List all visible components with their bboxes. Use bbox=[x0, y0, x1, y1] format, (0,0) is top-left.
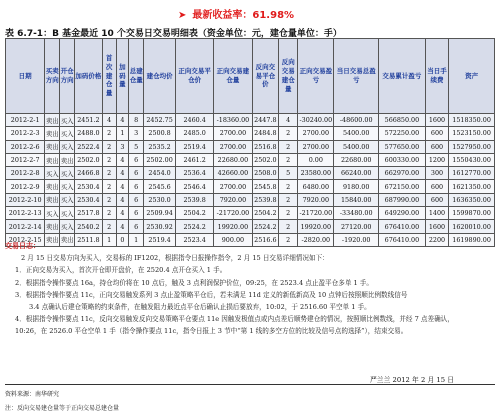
table-cell: 66240.00 bbox=[334, 167, 379, 180]
table-cell: 2 bbox=[102, 167, 116, 180]
table-cell: 300 bbox=[425, 167, 448, 180]
table-cell: 1518350.00 bbox=[449, 114, 495, 127]
table-cell: 600 bbox=[425, 127, 448, 140]
table-cell: 2509.94 bbox=[144, 207, 176, 220]
table-cell: 2530.0 bbox=[144, 193, 176, 206]
table-cell: -21720.00 bbox=[214, 207, 252, 220]
table-cell: 2 bbox=[102, 153, 116, 166]
table-cell: 2012-2-9 bbox=[6, 180, 45, 193]
table-cell: 1612770.00 bbox=[449, 167, 495, 180]
trade-detail-table bbox=[5, 38, 495, 247]
source-note: 资料来源：南华研究 bbox=[5, 391, 60, 398]
table-cell: 2700.00 bbox=[298, 140, 334, 153]
table-cell: 6480.00 bbox=[298, 180, 334, 193]
table-cell: 5 bbox=[279, 167, 298, 180]
table-cell: 649290.00 bbox=[379, 207, 426, 220]
table-cell: 2516.8 bbox=[252, 140, 279, 153]
table-cell: 4 bbox=[102, 114, 116, 127]
table-row bbox=[6, 167, 495, 180]
table-cell: 2522.4 bbox=[75, 140, 103, 153]
table-cell: 676410.00 bbox=[379, 233, 426, 246]
table-cell: 676410.00 bbox=[379, 220, 426, 233]
table-cell: 4 bbox=[116, 207, 129, 220]
table-cell: 3 bbox=[129, 127, 144, 140]
table-cell: 卖出 bbox=[45, 220, 60, 233]
table-cell: 0.00 bbox=[298, 153, 334, 166]
table-cell: 买入 bbox=[60, 114, 75, 127]
table-cell: 2536.4 bbox=[176, 167, 214, 180]
table-cell: 2524.2 bbox=[176, 220, 214, 233]
table-cell: 2700.00 bbox=[214, 140, 252, 153]
log-item: 3.4 点确认后建仓策略的约束条件，在触发阻力最近点平仓后确认止损后要放弃，10:02，于 2516.60 平空单 1 手。 bbox=[29, 303, 371, 312]
table-cell: 1 bbox=[102, 233, 116, 246]
table-cell: 600330.00 bbox=[379, 153, 426, 166]
table-cell: 1619890.00 bbox=[449, 233, 495, 246]
table-cell: 577650.00 bbox=[379, 140, 426, 153]
table-cell: 3 bbox=[116, 140, 129, 153]
table-cell: 买入 bbox=[60, 180, 75, 193]
arrow-icon: ➤ bbox=[178, 10, 187, 21]
table-cell: 2012-2-10 bbox=[6, 193, 45, 206]
table-cell: 2012-2-13 bbox=[6, 207, 45, 220]
table-cell: 1600 bbox=[425, 114, 448, 127]
column-header: 资产 bbox=[449, 39, 495, 114]
table-cell: 0 bbox=[116, 233, 129, 246]
log-item: 1．正向交易为买入，首次开仓即开盘价，在 2520.4 点开仓买入 1 手。 bbox=[15, 266, 227, 275]
table-cell: 2523.4 bbox=[176, 233, 214, 246]
table-row bbox=[6, 127, 495, 140]
table-cell: 7920.00 bbox=[298, 193, 334, 206]
table-cell: 1550430.00 bbox=[449, 153, 495, 166]
table-cell: 4 bbox=[116, 220, 129, 233]
table-cell: 2461.2 bbox=[176, 153, 214, 166]
table-cell: 672150.00 bbox=[379, 180, 426, 193]
table-cell: 2530.92 bbox=[144, 220, 176, 233]
table-title: 表 6.7-1：B 基金最近 10 个交易日交易明细表（资金单位：元，建仓量单位：手） bbox=[5, 29, 342, 39]
signature: 严兰兰 2012 年 2 月 15 日 bbox=[370, 376, 455, 384]
table-cell: 27120.00 bbox=[334, 220, 379, 233]
table-cell: 2012-2-8 bbox=[6, 167, 45, 180]
table-cell: 2516.6 bbox=[252, 233, 279, 246]
column-header: 加码量 bbox=[116, 39, 129, 114]
table-cell: -48600.00 bbox=[334, 114, 379, 127]
table-cell: 卖出 bbox=[45, 127, 60, 140]
table-cell: 2200 bbox=[425, 233, 448, 246]
table-cell: 买入 bbox=[45, 167, 60, 180]
table-cell: 4 bbox=[116, 153, 129, 166]
table-cell: 2545.6 bbox=[144, 180, 176, 193]
table-cell: 2488.0 bbox=[75, 127, 103, 140]
table-cell: 2 bbox=[279, 153, 298, 166]
table-cell: -18360.00 bbox=[214, 114, 252, 127]
table-cell: 687990.00 bbox=[379, 193, 426, 206]
table-cell: 5400.00 bbox=[334, 127, 379, 140]
column-header: 反向交易平仓价 bbox=[252, 39, 279, 114]
table-row bbox=[6, 114, 495, 127]
table-cell: 2452.75 bbox=[144, 114, 176, 127]
table-cell: 卖出 bbox=[60, 233, 75, 246]
table-cell: 卖出 bbox=[45, 233, 60, 246]
column-header: 正向交易平仓价 bbox=[176, 39, 214, 114]
table-cell: 2 bbox=[102, 207, 116, 220]
column-header: 正向交易建仓量 bbox=[214, 39, 252, 114]
table-cell: 22680.00 bbox=[214, 153, 252, 166]
table-cell: 600 bbox=[425, 180, 448, 193]
table-cell: 566850.00 bbox=[379, 114, 426, 127]
table-cell: 2504.2 bbox=[176, 207, 214, 220]
table-cell: 买入 bbox=[60, 140, 75, 153]
log-item: 10:26，在 2526.0 平仓空单 1 手（指令操作要点 11c，指令日报上 3 节中“第 1 线的多空方位的比较及信号点的选择”），结束交易。 bbox=[15, 327, 408, 336]
table-cell: 买入 bbox=[60, 193, 75, 206]
table-cell: 2012-2-7 bbox=[6, 153, 45, 166]
table-cell: 2 bbox=[102, 220, 116, 233]
column-header: 反向交易建仓量 bbox=[279, 39, 298, 114]
table-cell: 2012-2-14 bbox=[6, 220, 45, 233]
table-cell: 卖出 bbox=[45, 153, 60, 166]
table-cell: 1 bbox=[129, 233, 144, 246]
table-cell: 2 bbox=[102, 193, 116, 206]
table-cell: 2524.2 bbox=[252, 220, 279, 233]
table-cell: 1621350.00 bbox=[449, 180, 495, 193]
table-cell: 2 bbox=[279, 140, 298, 153]
table-cell: 2 bbox=[102, 140, 116, 153]
table-cell: 2 bbox=[279, 220, 298, 233]
table-cell: 6 bbox=[129, 207, 144, 220]
table-cell: 2485.0 bbox=[176, 127, 214, 140]
table-cell: 2012-2-1 bbox=[6, 114, 45, 127]
column-header: 首次建仓量 bbox=[102, 39, 116, 114]
trade-log bbox=[5, 240, 495, 338]
table-cell: 4 bbox=[116, 167, 129, 180]
column-header: 建仓均价 bbox=[144, 39, 176, 114]
table-cell: 2012-2-15 bbox=[6, 233, 45, 246]
table-cell: 1636350.00 bbox=[449, 193, 495, 206]
table-row bbox=[6, 180, 495, 193]
table-cell: 6 bbox=[129, 153, 144, 166]
table-cell: 600 bbox=[425, 193, 448, 206]
table-cell: 2 bbox=[279, 207, 298, 220]
table-cell: 4 bbox=[116, 114, 129, 127]
yield-banner bbox=[178, 6, 294, 21]
table-cell: 6 bbox=[129, 167, 144, 180]
table-cell: 4 bbox=[116, 193, 129, 206]
table-cell: 2530.4 bbox=[75, 180, 103, 193]
table-cell: 2500.8 bbox=[144, 127, 176, 140]
table-cell: 1200 bbox=[425, 153, 448, 166]
table-cell: 卖出 bbox=[45, 114, 60, 127]
table-cell: 2546.4 bbox=[176, 180, 214, 193]
table-cell: -2820.00 bbox=[298, 233, 334, 246]
table-cell: 8 bbox=[129, 114, 144, 127]
table-cell: 1523150.00 bbox=[449, 127, 495, 140]
table-cell: 2508.0 bbox=[252, 167, 279, 180]
table-cell: 卖出 bbox=[45, 193, 60, 206]
table-cell: 22680.00 bbox=[334, 153, 379, 166]
table-cell: 2 bbox=[102, 180, 116, 193]
table-cell: 7920.00 bbox=[214, 193, 252, 206]
column-header: 开仓方向 bbox=[60, 39, 75, 114]
table-cell: 2454.0 bbox=[144, 167, 176, 180]
table-row bbox=[6, 140, 495, 153]
table-cell: 2460.4 bbox=[176, 114, 214, 127]
table-cell: 1620010.00 bbox=[449, 220, 495, 233]
table-cell: 2451.2 bbox=[75, 114, 103, 127]
table-cell: 900.00 bbox=[214, 233, 252, 246]
table-cell: 2466.8 bbox=[75, 167, 103, 180]
yield-label: 最新收益率： bbox=[192, 10, 253, 21]
table-cell: 1 bbox=[116, 127, 129, 140]
table-cell: 2447.8 bbox=[252, 114, 279, 127]
table-cell: 5400.00 bbox=[334, 140, 379, 153]
table-cell: 2502.00 bbox=[144, 153, 176, 166]
table-cell: 1527950.00 bbox=[449, 140, 495, 153]
table-cell: 2539.8 bbox=[252, 193, 279, 206]
table-header-row bbox=[6, 39, 495, 114]
table-cell: 2700.00 bbox=[214, 127, 252, 140]
table-cell: 6 bbox=[129, 220, 144, 233]
table-cell: 2 bbox=[279, 127, 298, 140]
table-cell: 买入 bbox=[60, 207, 75, 220]
column-header: 买卖方向 bbox=[45, 39, 60, 114]
table-cell: 2519.4 bbox=[144, 233, 176, 246]
table-cell: 1600 bbox=[425, 220, 448, 233]
table-cell: 2484.8 bbox=[252, 127, 279, 140]
table-cell: 4 bbox=[279, 114, 298, 127]
table-cell: 6 bbox=[129, 193, 144, 206]
table-cell: 2530.4 bbox=[75, 193, 103, 206]
divider bbox=[5, 384, 495, 385]
table-cell: 2517.8 bbox=[75, 207, 103, 220]
column-header: 当日交易总盈亏 bbox=[334, 39, 379, 114]
table-cell: 2504.2 bbox=[252, 207, 279, 220]
table-cell: 买入 bbox=[45, 207, 60, 220]
table-cell: -30240.00 bbox=[298, 114, 334, 127]
table-cell: 2700.00 bbox=[298, 127, 334, 140]
table-cell: 买入 bbox=[60, 127, 75, 140]
table-cell: -1920.00 bbox=[334, 233, 379, 246]
table-cell: 2545.8 bbox=[252, 180, 279, 193]
log-item: 4．根据指令操作要点 11c，反向交易触发反向交易策略平仓要点 11e 因触发极值点或内点差后顺势建仓的情况，按照顺比例数线，并经 7 点差确认， bbox=[15, 315, 454, 324]
log-item: 3．根据指令操作要点 11c，正向交易触发系列 3 点止盈策略平仓后，若未满足 11d 定义的新低新高及 10 点钟后按照顺比例数线信号 bbox=[15, 290, 408, 299]
table-cell: 2012-2-6 bbox=[6, 140, 45, 153]
table-cell: 2012-2-3 bbox=[6, 127, 45, 140]
table-cell: 9180.00 bbox=[334, 180, 379, 193]
table-cell: 卖出 bbox=[45, 180, 60, 193]
table-cell: 2 bbox=[279, 233, 298, 246]
table-cell: 1400 bbox=[425, 207, 448, 220]
table-cell: 2502.0 bbox=[75, 153, 103, 166]
table-row bbox=[6, 220, 495, 233]
column-header: 总建仓量 bbox=[129, 39, 144, 114]
column-header: 交易累计盈亏 bbox=[379, 39, 426, 114]
log-item: 2．根据指令操作要点 16a，持仓均价将在 10 点后，触及 3 点利润保护价位，09:25，在 2523.4 点止盈平仓多单 1 手。 bbox=[15, 278, 373, 287]
table-cell: 42660.00 bbox=[214, 167, 252, 180]
table-cell: 卖出 bbox=[60, 153, 75, 166]
table-row bbox=[6, 193, 495, 206]
table-cell: -21720.00 bbox=[298, 207, 334, 220]
column-header: 正向交易盈亏 bbox=[298, 39, 334, 114]
table-cell: 卖出 bbox=[45, 140, 60, 153]
table-cell: 662970.00 bbox=[379, 167, 426, 180]
column-header: 当日手续费 bbox=[425, 39, 448, 114]
table-cell: 15840.00 bbox=[334, 193, 379, 206]
column-header: 加码价格 bbox=[75, 39, 103, 114]
table-cell: 2700.00 bbox=[214, 180, 252, 193]
column-header: 日期 bbox=[6, 39, 45, 114]
log-intro: 2 月 15 日交易方向为买入，交易标的 IF1202，根据指令日报操作指令，2 月 15 日交易详细情况如下： bbox=[21, 254, 329, 263]
table-cell: 19920.00 bbox=[214, 220, 252, 233]
table-cell: 买入 bbox=[60, 167, 75, 180]
table-cell: 2535.2 bbox=[144, 140, 176, 153]
table-cell: 6 bbox=[129, 180, 144, 193]
yield-value: 61.98% bbox=[252, 10, 295, 21]
table-cell: 23580.00 bbox=[298, 167, 334, 180]
table-cell: 4 bbox=[116, 180, 129, 193]
table-cell: 2539.8 bbox=[176, 193, 214, 206]
footnote: 注：反向交易建仓量等于正向交易总建仓量 bbox=[5, 405, 120, 412]
table-row bbox=[6, 207, 495, 220]
table-cell: 2 bbox=[279, 193, 298, 206]
table-cell: 572250.00 bbox=[379, 127, 426, 140]
table-cell: 2519.4 bbox=[176, 140, 214, 153]
table-cell: 2540.2 bbox=[75, 220, 103, 233]
table-cell: 19920.00 bbox=[298, 220, 334, 233]
table-cell: 2 bbox=[279, 180, 298, 193]
log-heading: 交易日志： bbox=[5, 242, 40, 250]
table-row bbox=[6, 153, 495, 166]
table-cell: 2511.8 bbox=[75, 233, 103, 246]
table-cell: 2 bbox=[102, 127, 116, 140]
table-cell: 买入 bbox=[60, 220, 75, 233]
table-cell: -33480.00 bbox=[334, 207, 379, 220]
table-cell: 600 bbox=[425, 140, 448, 153]
table-cell: 1599870.00 bbox=[449, 207, 495, 220]
table-cell: 5 bbox=[129, 140, 144, 153]
table-cell: 2502.0 bbox=[252, 153, 279, 166]
